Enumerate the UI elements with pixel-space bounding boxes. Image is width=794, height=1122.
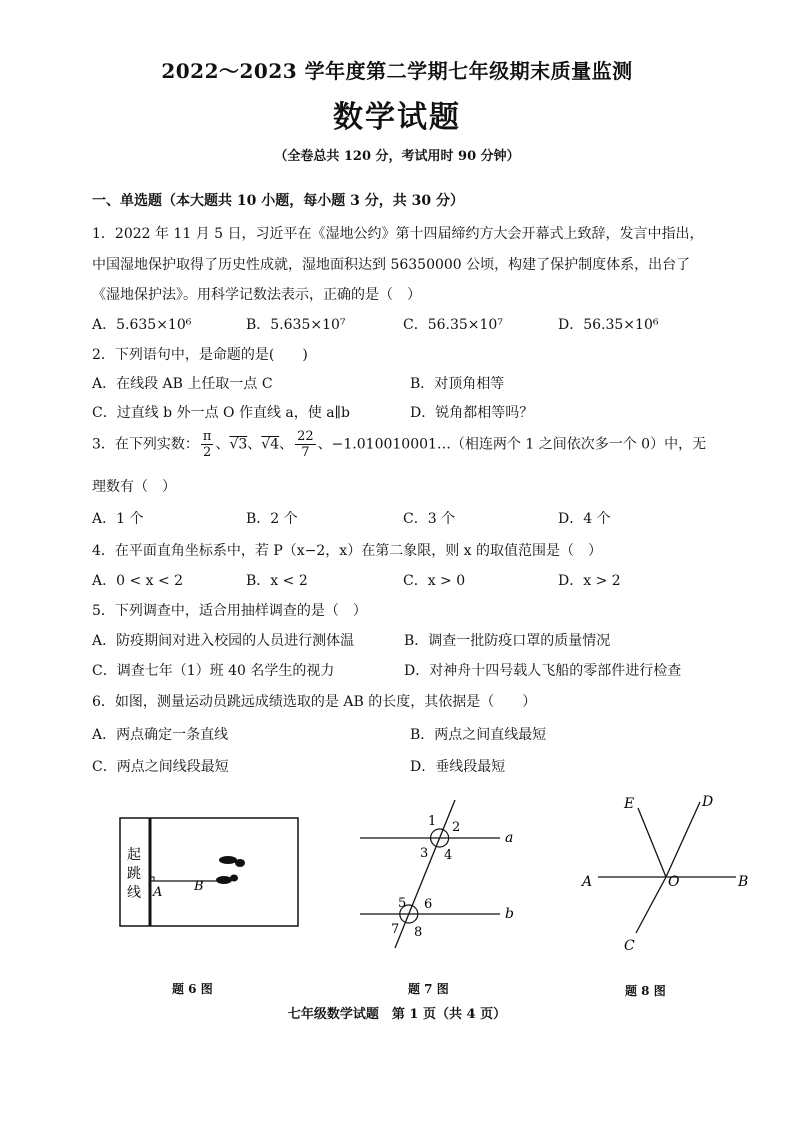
q4-option-b: B．x < 2 xyxy=(246,573,308,589)
q6-option-b: B．两点之间直线最短 xyxy=(410,727,547,743)
q6-option-d: D．垂线段最短 xyxy=(410,759,506,775)
transversal xyxy=(395,800,455,948)
point-a-label: A xyxy=(153,885,163,900)
q3-option-b: B．2 个 xyxy=(246,511,298,527)
figure-6-long-jump xyxy=(110,810,310,935)
q3-prefix: 3．在下列实数： xyxy=(92,436,199,453)
take-off-label-3: 线 xyxy=(127,885,141,901)
q2-option-a: A．在线段 AB 上任取一点 C xyxy=(92,376,273,392)
figure-8-caption: 题 8 图 xyxy=(625,984,666,998)
q1-option-b: B．5.635×10⁷ xyxy=(246,317,346,333)
q4-option-c: C．x > 0 xyxy=(403,573,466,589)
fraction-denominator: 7 xyxy=(301,445,310,460)
figure-8-angles xyxy=(578,790,778,960)
figure-7-parallel-lines xyxy=(355,800,535,950)
separator: 、 xyxy=(279,436,294,453)
q3-line2: 理数有（ ） xyxy=(92,479,176,495)
q5-option-a: A．防疫期间对进入校园的人员进行测体温 xyxy=(92,633,355,649)
q6-option-a: A．两点确定一条直线 xyxy=(92,727,229,743)
fraction-numerator: π xyxy=(202,429,212,444)
point-a-label: A xyxy=(582,874,593,890)
angle-8-label: 8 xyxy=(414,925,423,940)
q5-option-c: C．调查七年（1）班 40 名学生的视力 xyxy=(92,663,335,679)
line-a-label: a xyxy=(505,830,514,846)
q3-rest: 、−1.010010001…（相连两个 1 之间依次多一个 0）中，无 xyxy=(317,436,707,453)
q1-line3: 《湿地保护法》。用科学记数法表示，正确的是（ ） xyxy=(92,287,421,303)
q1-option-a: A．5.635×10⁶ xyxy=(92,317,192,333)
q3-line1 xyxy=(92,430,706,459)
page-footer: 七年级数学试题 第 1 页（共 4 页） xyxy=(287,1007,507,1022)
subject-title: 数学试题 xyxy=(333,100,461,135)
point-c-label: C xyxy=(624,938,635,954)
ray-oe xyxy=(638,808,666,877)
separator: 、 xyxy=(247,436,262,453)
q4-option-a: A．0 < x < 2 xyxy=(92,573,184,589)
exam-title: 2022～2023 学年度第二学期七年级期末质量监测 xyxy=(161,59,633,83)
figure-7-caption: 题 7 图 xyxy=(408,982,449,996)
point-o-label: O xyxy=(668,874,680,890)
fraction-pi-over-2 xyxy=(201,430,214,459)
q6-stem: 6．如图，测量运动员跳远成绩选取的是 AB 的长度，其依据是（ ） xyxy=(92,694,537,710)
q5-option-d: D．对神舟十四号载人飞船的零部件进行检查 xyxy=(404,663,682,679)
q2-option-b: B．对顶角相等 xyxy=(410,376,505,392)
q4-option-d: D．x > 2 xyxy=(558,573,621,589)
figure-6-caption: 题 6 图 xyxy=(172,982,213,996)
q4-stem: 4．在平面直角坐标系中，若 P（x−2，x）在第二象限，则 x 的取值范围是（ ） xyxy=(92,543,603,559)
q3-option-d: D．4 个 xyxy=(558,511,611,527)
q5-stem: 5．下列调查中，适合用抽样调查的是（ ） xyxy=(92,603,367,619)
angle-3-label: 3 xyxy=(420,846,429,861)
q3-option-c: C．3 个 xyxy=(403,511,456,527)
fraction-numerator: 22 xyxy=(297,429,314,444)
angle-4-label: 4 xyxy=(444,848,453,863)
ray-oc xyxy=(636,877,666,933)
sqrt-3: √3 xyxy=(229,436,248,453)
fraction-22-over-7 xyxy=(295,430,316,459)
q1-line1: 1．2022 年 11 月 5 日，习近平在《湿地公约》第十四届缔约方大会开幕式上致辞，发言中指出， xyxy=(92,226,704,242)
q1-option-c: C．56.35×10⁷ xyxy=(403,317,503,333)
q3-option-a: A．1 个 xyxy=(92,511,144,527)
q1-line2: 中国湿地保护取得了历史性成就，湿地面积达到 56350000 公顷，构建了保护制度体系，出台了 xyxy=(92,257,691,273)
take-off-label-1: 起 xyxy=(127,847,141,863)
point-d-label: D xyxy=(702,794,714,810)
point-b-label: B xyxy=(738,874,749,890)
section-heading: 一、单选题（本大题共 10 小题，每小题 3 分，共 30 分） xyxy=(92,193,464,209)
q5-option-b: B．调查一批防疫口罩的质量情况 xyxy=(404,633,611,649)
line-b-label: b xyxy=(505,906,514,922)
point-b-label: B xyxy=(194,879,204,894)
sqrt-4: √4 xyxy=(261,436,280,453)
footprint-icon xyxy=(216,856,245,884)
separator: 、 xyxy=(215,436,230,453)
q2-option-d: D．锐角都相等吗？ xyxy=(410,405,534,421)
sand-pit-border xyxy=(120,818,298,926)
angle-7-label: 7 xyxy=(391,922,400,937)
q6-option-c: C．两点之间线段最短 xyxy=(92,759,229,775)
angle-6-label: 6 xyxy=(424,897,433,912)
fraction-denominator: 2 xyxy=(203,445,212,460)
q2-stem: 2．下列语句中，是命题的是( ) xyxy=(92,347,308,363)
angle-2-label: 2 xyxy=(452,820,461,835)
ray-od xyxy=(666,802,700,877)
angle-1-label: 1 xyxy=(428,814,437,829)
angle-5-label: 5 xyxy=(398,896,407,911)
point-e-label: E xyxy=(624,796,635,812)
take-off-label-2: 跳 xyxy=(127,866,141,882)
exam-note: （全卷总共 120 分，考试用时 90 分钟） xyxy=(274,149,520,164)
q1-option-d: D．56.35×10⁶ xyxy=(558,317,659,333)
q2-option-c: C．过直线 b 外一点 O 作直线 a，使 a∥b xyxy=(92,405,350,421)
